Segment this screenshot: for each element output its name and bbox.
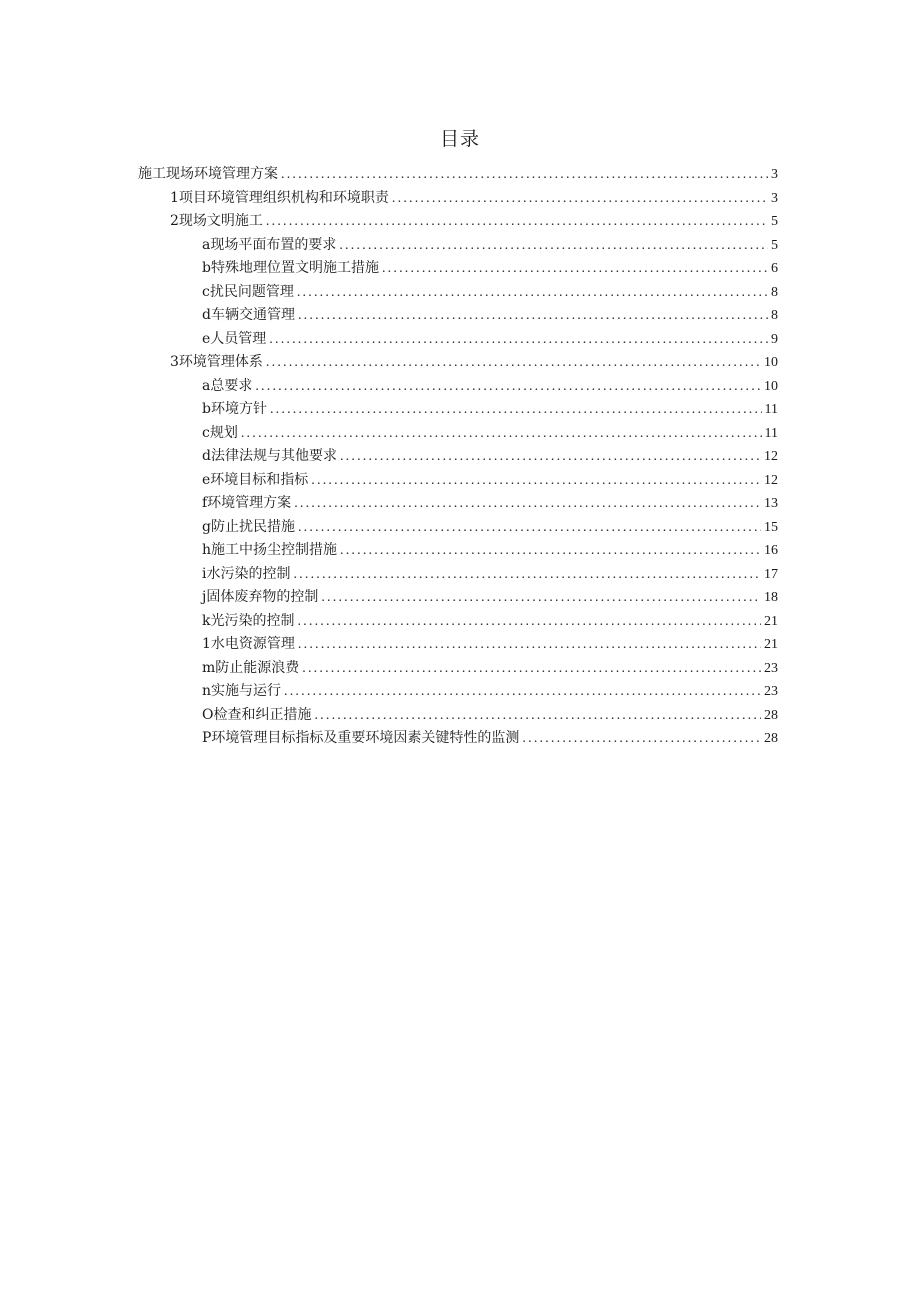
toc-entry-label: n实施与运行 bbox=[202, 683, 282, 699]
toc-entry[interactable] bbox=[138, 469, 778, 493]
toc-dot-leader bbox=[266, 355, 761, 371]
toc-dot-leader bbox=[298, 520, 761, 536]
toc-entry-label: 1项目环境管理组织机构和环境职责 bbox=[170, 189, 389, 206]
toc-entry-page-number: 21 bbox=[764, 613, 778, 629]
toc-dot-leader bbox=[270, 402, 762, 418]
toc-entry[interactable] bbox=[138, 210, 778, 234]
toc-entry-label: a现场平面布置的要求 bbox=[202, 236, 337, 253]
toc-entry-page-number: 13 bbox=[764, 496, 778, 511]
toc-entry-label: k光污染的控制 bbox=[202, 612, 295, 629]
toc-entry-page-number: 28 bbox=[764, 731, 778, 746]
toc-dot-leader bbox=[281, 167, 768, 183]
toc-entry[interactable] bbox=[138, 657, 778, 681]
toc-entry-page-number: 5 bbox=[771, 214, 778, 229]
toc-title: 目录 bbox=[439, 128, 480, 150]
toc-dot-leader bbox=[382, 261, 768, 277]
toc-entry-label: c扰民问题管理 bbox=[202, 283, 294, 300]
toc-entry-page-number: 12 bbox=[764, 472, 778, 488]
toc-entry-label: O检查和纠正措施 bbox=[202, 706, 312, 723]
toc-entry-page-number: 5 bbox=[771, 237, 778, 253]
toc-dot-leader bbox=[298, 637, 761, 653]
toc-entry-page-number: 21 bbox=[764, 637, 778, 652]
toc-entry[interactable] bbox=[138, 163, 778, 187]
toc-entry-label: i水污染的控制 bbox=[202, 565, 291, 582]
toc-entry-label: 2现场文明施工 bbox=[170, 213, 263, 229]
toc-dot-leader bbox=[266, 214, 768, 230]
toc-entry-page-number: 28 bbox=[764, 707, 778, 723]
toc-entry-page-number: 3 bbox=[771, 190, 778, 206]
toc-dot-leader bbox=[255, 379, 761, 395]
toc-entry-label: f环境管理方案 bbox=[202, 495, 292, 511]
toc-entry-page-number: 8 bbox=[771, 308, 778, 323]
toc-entry-label: e人员管理 bbox=[202, 330, 267, 347]
toc-entry-page-number: 3 bbox=[771, 167, 778, 182]
toc-entry-label: j固体废弃物的控制 bbox=[202, 589, 319, 605]
toc-entry[interactable] bbox=[138, 281, 778, 305]
toc-entry[interactable] bbox=[138, 563, 778, 587]
toc-dot-leader bbox=[293, 567, 761, 583]
toc-dot-leader bbox=[297, 285, 768, 301]
toc-dot-leader bbox=[321, 590, 761, 606]
toc-entry[interactable] bbox=[138, 704, 778, 728]
toc-dot-leader bbox=[297, 614, 761, 630]
toc-entry-page-number: 8 bbox=[771, 284, 778, 300]
toc-dot-leader bbox=[302, 661, 761, 677]
toc-dot-leader bbox=[339, 238, 768, 254]
toc-entry[interactable] bbox=[138, 516, 778, 540]
toc-entry[interactable] bbox=[138, 398, 778, 422]
toc-entry-page-number: 6 bbox=[771, 261, 778, 276]
toc-entry-label: 3环境管理体系 bbox=[170, 354, 263, 370]
toc-entry-label: g防止扰民措施 bbox=[202, 518, 295, 535]
toc-entry[interactable] bbox=[138, 727, 778, 751]
toc-dot-leader bbox=[269, 332, 768, 348]
toc-entry-label: c规划 bbox=[202, 424, 238, 441]
toc-entry-label: 1水电资源管理 bbox=[202, 636, 295, 652]
toc-entry-page-number: 11 bbox=[764, 425, 778, 441]
toc-entry-label: d法律法规与其他要求 bbox=[202, 448, 337, 464]
toc-dot-leader bbox=[522, 731, 761, 747]
toc-entry[interactable] bbox=[138, 234, 778, 258]
toc-dot-leader bbox=[284, 684, 761, 700]
toc-entry-page-number: 10 bbox=[764, 355, 778, 370]
toc-entry[interactable] bbox=[138, 328, 778, 352]
table-of-contents bbox=[138, 163, 778, 751]
toc-dot-leader bbox=[311, 473, 761, 489]
toc-entry-page-number: 23 bbox=[764, 660, 778, 676]
toc-entry[interactable] bbox=[138, 445, 778, 469]
toc-dot-leader bbox=[392, 191, 768, 207]
toc-dot-leader bbox=[340, 449, 761, 465]
toc-entry-page-number: 23 bbox=[764, 684, 778, 699]
toc-entry[interactable] bbox=[138, 351, 778, 375]
toc-entry-page-number: 17 bbox=[764, 566, 778, 582]
toc-entry[interactable] bbox=[138, 304, 778, 328]
toc-entry[interactable] bbox=[138, 492, 778, 516]
toc-entry-label: b环境方针 bbox=[202, 401, 267, 417]
toc-dot-leader bbox=[340, 543, 761, 559]
toc-entry-label: h施工中扬尘控制措施 bbox=[202, 542, 338, 558]
toc-entry-page-number: 10 bbox=[764, 378, 778, 394]
toc-entry-page-number: 12 bbox=[764, 449, 778, 464]
toc-entry[interactable] bbox=[138, 610, 778, 634]
toc-entry[interactable] bbox=[138, 539, 778, 563]
toc-entry[interactable] bbox=[138, 257, 778, 281]
toc-entry[interactable] bbox=[138, 586, 778, 610]
toc-dot-leader bbox=[314, 708, 761, 724]
toc-entry[interactable] bbox=[138, 375, 778, 399]
toc-entry-page-number: 11 bbox=[764, 402, 778, 417]
toc-dot-leader bbox=[241, 426, 762, 442]
toc-dot-leader bbox=[294, 496, 761, 512]
toc-entry-label: 施工现场环境管理方案 bbox=[138, 166, 278, 182]
toc-entry-page-number: 18 bbox=[764, 590, 778, 605]
toc-entry[interactable] bbox=[138, 187, 778, 211]
toc-entry-label: d车辆交通管理 bbox=[202, 307, 295, 323]
toc-entry[interactable] bbox=[138, 680, 778, 704]
toc-entry-label: b特殊地理位置文明施工措施 bbox=[202, 260, 379, 276]
toc-entry-label: P环境管理目标指标及重要环境因素关键特性的监测 bbox=[202, 730, 520, 746]
toc-entry-page-number: 9 bbox=[771, 331, 778, 347]
toc-entry-label: e环境目标和指标 bbox=[202, 471, 309, 488]
toc-entry[interactable] bbox=[138, 422, 778, 446]
toc-entry-label: m防止能源浪费 bbox=[202, 659, 300, 676]
toc-entry-label: a总要求 bbox=[202, 377, 253, 394]
toc-entry-page-number: 15 bbox=[764, 519, 778, 535]
toc-dot-leader bbox=[298, 308, 768, 324]
toc-entry-page-number: 16 bbox=[764, 543, 778, 558]
toc-entry[interactable] bbox=[138, 633, 778, 657]
